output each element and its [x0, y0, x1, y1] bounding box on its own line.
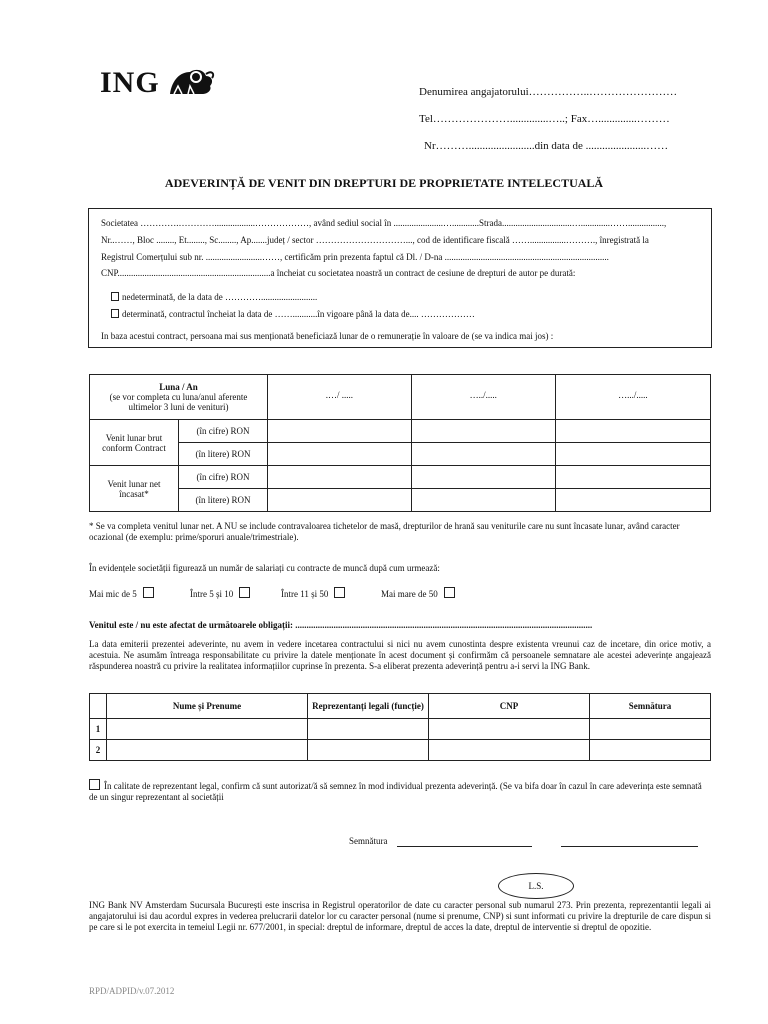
- logo-text: ING: [100, 66, 160, 99]
- gross-figures-label: (în cifre) RON: [179, 420, 268, 443]
- row-number: 2: [90, 740, 107, 761]
- net-letters-cell[interactable]: [268, 489, 412, 512]
- determinate-label: determinată, contractul încheiat la data de ……...........în vigoare până la data de.... ………………: [122, 309, 475, 319]
- employees-checkbox[interactable]: [239, 587, 250, 598]
- net-letters-label: (în litere) RON: [179, 489, 268, 512]
- income-footnote: * Se va completa venitul lunar net. A NU se include contravaloarea tichetelor de masă, drepturilor de hrană sau veniturile care nu sunt încasate lunar, având caracter ocazional (de exemplu: prime/sporuri anuale/trimestriale).: [89, 521, 680, 542]
- company-line-2: Nr..……, Bloc ........, Et........, Sc........, Ap.......județ / sector …………………………..., cod de identificare fiscală ……................………., înregistrată la: [101, 235, 649, 245]
- legal-rep-checkbox[interactable]: [89, 779, 100, 790]
- employer-statement: La data emiterii prezentei adeverinte, nu avem in vedere incetarea contractului si nici nu avem cunostinta despre existenta vreunui caz de incetare, din orice motiv, a acestuia. Ne asumăm întreaga responsabilitate cu privire la datele menționate în acest document și confirmăm că persoanele semnatare ale acestei adeverințe angajează răspunderea noastră cu privire la realitatea informațiilor cuprinse în prezenta. S-a eliberat prezenta adeverință pentru a-i servi la ING Bank.: [89, 639, 711, 671]
- employees-option-label: Mai mare de 50: [381, 589, 438, 599]
- net-figures-cell[interactable]: [268, 466, 412, 489]
- employees-checkbox[interactable]: [334, 587, 345, 598]
- table-row: [90, 719, 711, 740]
- row-number: 1: [90, 719, 107, 740]
- rep-role-cell[interactable]: [308, 740, 429, 761]
- ing-logo: [100, 64, 216, 100]
- rep-name-cell[interactable]: [107, 740, 308, 761]
- income-table: [89, 374, 711, 512]
- month-col-1[interactable]: .…/ .....: [268, 375, 412, 420]
- month-year-note: (se vor completa cu luna/anul aferente ultimelor 3 luni de venituri): [109, 392, 248, 412]
- signature-line-2[interactable]: [561, 846, 698, 847]
- gross-letters-label: (în litere) RON: [179, 443, 268, 466]
- lion-icon: [166, 64, 216, 98]
- employees-checkbox[interactable]: [143, 587, 154, 598]
- representatives-table: [89, 693, 711, 761]
- month-col-2[interactable]: …../.....: [411, 375, 555, 420]
- form-code: RPD/ADPID/v.07.2012: [89, 986, 175, 996]
- net-letters-cell[interactable]: [555, 489, 710, 512]
- employees-option-4[interactable]: [381, 587, 455, 600]
- company-info-box: [88, 208, 712, 348]
- determinate-checkbox[interactable]: [111, 309, 119, 318]
- rep-name-header: Nume și Prenume: [107, 694, 308, 719]
- gross-income-label: Venit lunar brut conform Contract: [90, 420, 179, 466]
- month-col-3[interactable]: ….../.....: [555, 375, 710, 420]
- rep-role-header: Reprezentanți legali (funcție): [308, 694, 429, 719]
- rep-cnp-header: CNP: [429, 694, 590, 719]
- stamp-placeholder: L.S.: [498, 873, 574, 899]
- gross-letters-cell[interactable]: [411, 443, 555, 466]
- remuneration-basis: In baza acestui contract, persoana mai sus menționată beneficiază lunar de o remunerație în valoare de (se va indica mai jos) :: [101, 331, 554, 341]
- gross-figures-cell[interactable]: [411, 420, 555, 443]
- indeterminate-option[interactable]: [111, 292, 317, 303]
- rep-signature-header: Semnătura: [590, 694, 711, 719]
- employees-option-3[interactable]: [281, 587, 345, 600]
- gross-figures-cell[interactable]: [268, 420, 412, 443]
- signature-line-1[interactable]: [397, 846, 532, 847]
- nr-date: Nr………........................din data de ......................……: [424, 140, 669, 152]
- tel-fax: Tel…………………..............…..; Fax…..............………: [419, 113, 670, 125]
- net-income-label: Venit lunar net încasat*: [90, 466, 179, 512]
- net-figures-cell[interactable]: [411, 466, 555, 489]
- employees-intro: În evidențele societății figurează un număr de salariați cu contracte de muncă după cum urmează:: [89, 563, 440, 573]
- gross-figures-cell[interactable]: [555, 420, 710, 443]
- employer-name: Denumirea angajatorului……………..……………………: [419, 86, 678, 98]
- legal-rep-text: În calitate de reprezentant legal, confirm că sunt autorizat/ă să semnez în mod individual prezenta adeverință. (Se va bifa doar în cazul în care adeverința este semnată de un singur reprezentant al societății: [89, 781, 702, 802]
- privacy-notice: ING Bank NV Amsterdam Sucursala București este inscrisa in Registrul operatorilor de date cu caracter personal sub numarul 273. Prin prezenta, reprezentantii legali ai angajatorului isi dau acordul expres in vederea prelucrarii datelor lor cu caracter personal (nume si prenume, CNP) si sunt informati cu privire la drepturile de care dispun si pe care si le pot exercita in temeiul Legii nr. 677/2001, in special: dreptul de informare, dreptul de acces la date, dreptul de interventie si dreptul de opozitie.: [89, 900, 711, 932]
- obligations-line: Venitul este / nu este afectat de următoarele obligații: ....................................................................................................................................: [89, 620, 593, 630]
- indeterminate-label: nedeterminată, de la data de ………….........................: [122, 292, 318, 302]
- determinate-option[interactable]: [111, 309, 475, 320]
- employees-option-label: Între 11 și 50: [281, 589, 329, 599]
- employees-option-1[interactable]: [89, 587, 154, 600]
- indeterminate-checkbox[interactable]: [111, 292, 119, 301]
- company-line-4: CNP....................................................................a încheiat cu societatea noastră un contract de cesiune de drepturi de autor pe durată:: [101, 268, 576, 278]
- page-title: ADEVERINȚĂ DE VENIT DIN DREPTURI DE PROPRIETATE INTELECTUALĂ: [164, 176, 604, 190]
- net-figures-label: (în cifre) RON: [179, 466, 268, 489]
- gross-letters-cell[interactable]: [555, 443, 710, 466]
- net-figures-cell[interactable]: [555, 466, 710, 489]
- company-line-1: Societatea ………….…………..................………………, având sediul social în ......................…............Strada...............................….............……................,: [101, 218, 667, 228]
- employees-checkbox[interactable]: [444, 587, 455, 598]
- table-row: [90, 740, 711, 761]
- rep-signature-cell[interactable]: [590, 740, 711, 761]
- employees-option-label: Mai mic de 5: [89, 589, 137, 599]
- net-letters-cell[interactable]: [411, 489, 555, 512]
- rep-role-cell[interactable]: [308, 719, 429, 740]
- month-year-header: [90, 375, 268, 420]
- signature-label: Semnătura: [349, 836, 388, 846]
- rep-name-cell[interactable]: [107, 719, 308, 740]
- employees-option-label: Între 5 și 10: [190, 589, 234, 599]
- rep-cnp-cell[interactable]: [429, 740, 590, 761]
- month-year-label: Luna / An: [159, 382, 198, 392]
- company-line-3: Registrul Comerțului sub nr. .........................……, certificăm prin prezenta faptul că Dl. / D-na .........................................................................: [101, 252, 609, 262]
- rep-signature-cell[interactable]: [590, 719, 711, 740]
- employees-option-2[interactable]: [190, 587, 250, 600]
- gross-letters-cell[interactable]: [268, 443, 412, 466]
- rep-cnp-cell[interactable]: [429, 719, 590, 740]
- legal-rep-confirmation[interactable]: [89, 779, 711, 803]
